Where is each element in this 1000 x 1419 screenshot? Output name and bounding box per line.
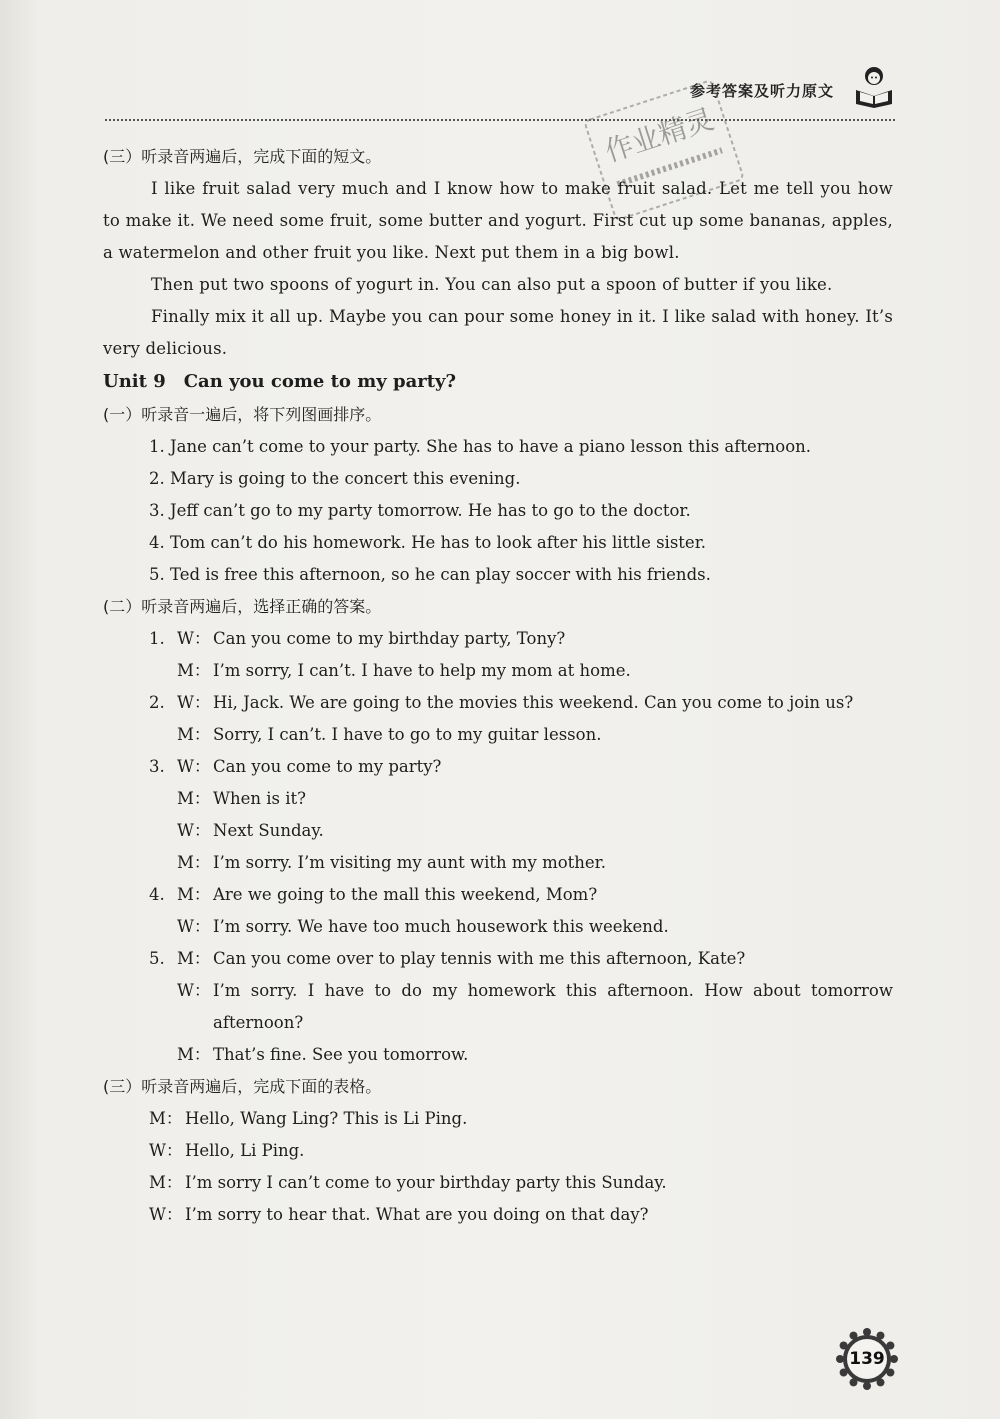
dialog-text: Are we going to the mall this weekend, Mom? <box>213 885 598 904</box>
dialog-text: I’m sorry to hear that. What are you doing on that day? <box>185 1205 649 1224</box>
dialog-line <box>103 975 893 1039</box>
dialog-text: Next Sunday. <box>213 821 324 840</box>
dialog-line <box>103 815 893 847</box>
speaker-label: M： <box>177 949 211 968</box>
speaker-label: M： <box>149 1109 183 1128</box>
dialog-text: I’m sorry. I have to do my homework this afternoon. How about tomorrow afternoon? <box>213 981 893 1032</box>
header-rule <box>105 119 895 121</box>
page-number: 139 <box>849 1349 885 1369</box>
dialog-line <box>103 655 893 687</box>
speaker-label: W： <box>177 757 211 776</box>
dialog-line <box>103 783 893 815</box>
section-heading: (一）听录音一遍后，将下列图画排序。 <box>103 405 382 424</box>
speaker-label: W： <box>177 821 211 840</box>
speaker-label: W： <box>177 981 211 1000</box>
speaker-label: W： <box>177 693 211 712</box>
dialog-text: I’m sorry. I’m visiting my aunt with my mother. <box>213 853 607 872</box>
dialog-text: Hello, Li Ping. <box>185 1141 305 1160</box>
dialog-text: I’m sorry, I can’t. I have to help my mom at home. <box>213 661 631 680</box>
passage-paragraph: Then put two spoons of yogurt in. You can also put a spoon of butter if you like. <box>151 275 833 294</box>
dialog-text: Can you come to my party? <box>213 757 442 776</box>
dialog-text: When is it? <box>213 789 306 808</box>
content <box>103 141 893 1231</box>
speaker-label: M： <box>177 1045 211 1064</box>
dialog-line <box>103 751 893 783</box>
dialog-line <box>103 687 893 719</box>
speaker-label: W： <box>149 1141 183 1160</box>
speaker-label: M： <box>177 853 211 872</box>
dialog-line <box>103 1039 893 1071</box>
list-item: 1. Jane can’t come to your party. She has to have a piano lesson this afternoon. <box>149 437 811 456</box>
dialog-line <box>103 943 893 975</box>
watermark-text: 作业精灵 <box>600 102 718 169</box>
list-item: 2. Mary is going to the concert this evening. <box>149 469 521 488</box>
dialog-number: 5. <box>149 949 165 968</box>
section-heading: (二）听录音两遍后，选择正确的答案。 <box>103 597 382 616</box>
list-item: 5. Ted is free this afternoon, so he can play soccer with his friends. <box>149 565 711 584</box>
speaker-label: M： <box>177 725 211 744</box>
reading-student-icon <box>852 64 896 108</box>
dialog-text: That’s fine. See you tomorrow. <box>213 1045 469 1064</box>
dialog-line <box>103 1135 893 1167</box>
dialog-number: 4. <box>149 885 165 904</box>
dialog-line <box>103 847 893 879</box>
dialog-line <box>103 1199 893 1231</box>
speaker-label: W： <box>177 917 211 936</box>
list-item: 3. Jeff can’t go to my party tomorrow. He has to go to the doctor. <box>149 501 691 520</box>
speaker-label: W： <box>177 629 211 648</box>
section-heading: (三）听录音两遍后，完成下面的表格。 <box>103 1077 382 1096</box>
dialog-number: 3. <box>149 757 165 776</box>
dialog-number: 1. <box>149 629 165 648</box>
dialog-text: Sorry, I can’t. I have to go to my guitar lesson. <box>213 725 602 744</box>
dialog-text: Can you come to my birthday party, Tony? <box>213 629 566 648</box>
dialog-line <box>103 879 893 911</box>
dialog-number: 2. <box>149 693 165 712</box>
dialog-text: Hi, Jack. We are going to the movies this weekend. Can you come to join us? <box>213 693 854 712</box>
speaker-label: M： <box>177 789 211 808</box>
dialog-line <box>103 911 893 943</box>
dialog-line <box>103 623 893 655</box>
dialog-line <box>103 719 893 751</box>
dialog-text: I’m sorry. We have too much housework this weekend. <box>213 917 669 936</box>
dialog-line <box>103 1167 893 1199</box>
speaker-label: W： <box>149 1205 183 1224</box>
speaker-label: M： <box>177 885 211 904</box>
dialog-text: Hello, Wang Ling? This is Li Ping. <box>185 1109 468 1128</box>
speaker-label: M： <box>149 1173 183 1192</box>
passage-paragraph: Finally mix it all up. Maybe you can pour some honey in it. I like salad with honey. It’s very delicious. <box>103 307 893 358</box>
speaker-label: M： <box>177 661 211 680</box>
section-heading: (三）听录音两遍后，完成下面的短文。 <box>103 147 382 166</box>
dialog-text: Can you come over to play tennis with me this afternoon, Kate? <box>213 949 746 968</box>
unit-title: Unit 9 Can you come to my party? <box>103 371 457 392</box>
dialog-text: I’m sorry I can’t come to your birthday party this Sunday. <box>185 1173 667 1192</box>
dialog-line <box>103 1103 893 1135</box>
list-item: 4. Tom can’t do his homework. He has to look after his little sister. <box>149 533 707 552</box>
header-title: 参考答案及听力原文 <box>690 82 835 100</box>
passage-paragraph: I like fruit salad very much and I know how to make fruit salad. Let me tell you how to make it. We need some fruit, some butter and yogurt. First cut up some bananas, apples, a watermelon and other fruit you like. Next put them in a big bowl. <box>103 179 893 262</box>
